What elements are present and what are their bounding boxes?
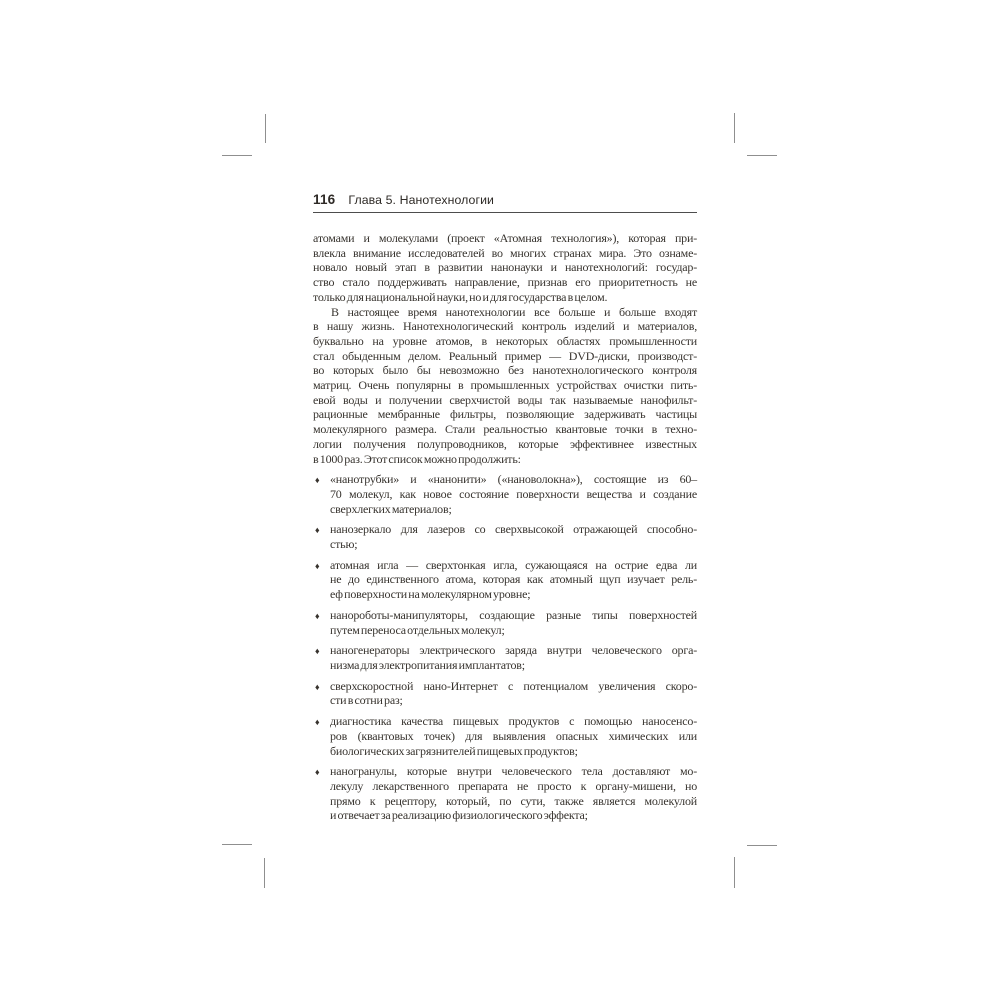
page-column [313, 192, 697, 823]
diamond-bullet-icon: ♦ [315, 717, 320, 728]
diamond-bullet-icon: ♦ [315, 475, 320, 486]
crop-mark-bottom-left-vertical [264, 858, 265, 888]
crop-mark-top-left-horizontal [222, 155, 252, 156]
list-item [313, 764, 697, 823]
text-line: не до единственного атома, которая как атомный щуп изучает рель- [330, 572, 697, 587]
text-line: евой воды и получении сверхчистой воды так называемые нанофильт- [313, 392, 697, 407]
text-line: в нашу жизнь. Нанотехнологический контроль изделий и материалов, [313, 319, 697, 334]
list-item [313, 679, 697, 708]
crop-mark-top-right-horizontal [747, 155, 777, 156]
diamond-bullet-icon: ♦ [315, 525, 320, 536]
text-line: стал обыденным делом. Реальный пример — DVD-диски, производст- [313, 348, 697, 363]
text-line: ство стало поддерживать направление, признав его приоритетность не [313, 275, 697, 290]
text-line: атомная игла — сверхтонкая игла, сужающаяся на острие едва ли [330, 557, 697, 572]
crop-mark-bottom-right-horizontal [747, 845, 777, 846]
text-line: нанороботы-манипуляторы, создающие разные типы поверхностей [330, 607, 697, 622]
diamond-bullet-icon: ♦ [315, 646, 320, 657]
text-line: сверхскоростной нано-Интернет с потенциалом увеличения скоро- [330, 678, 697, 693]
text-line: буквально на уровне атомов, в некоторых областях промышленности [313, 333, 697, 348]
list-item [313, 472, 697, 516]
diamond-bullet-icon: ♦ [315, 681, 320, 692]
text-line: биологических загрязнителей пищевых продуктов; [330, 743, 578, 758]
nano-applications-list [313, 472, 697, 823]
body-paragraph-2 [313, 305, 697, 467]
list-item [313, 608, 697, 637]
text-line: лекулу лекарственного препарата не просто к органу-мишени, но [330, 778, 697, 793]
text-line: нанозеркало для лазеров со сверхвысокой отражающей способно- [330, 522, 697, 537]
chapter-title: Глава 5. Нанотехнологии [348, 193, 495, 207]
text-line: влекла внимание исследователей во многих странах мира. Это ознаме- [313, 245, 697, 260]
text-line: низма для электропитания имплантатов; [330, 657, 525, 672]
text-line: прямо к рецептору, который, по сути, также является молекулой [330, 793, 697, 808]
text-line: диагностика качества пищевых продуктов с помощью наносенсо- [330, 714, 697, 729]
list-item [313, 522, 697, 551]
page-number: 116 [313, 192, 336, 207]
text-line: еф поверхности на молекулярном уровне; [330, 587, 531, 602]
text-line: наногранулы, которые внутри человеческого тела доставляют мо- [330, 764, 697, 779]
text-line: и отвечает за реализацию физиологического эффекта; [330, 808, 588, 823]
diamond-bullet-icon: ♦ [315, 610, 320, 621]
text-line: наногенераторы электрического заряда внутри человеческого орга- [330, 643, 697, 658]
text-line: сверхлегких материалов; [330, 501, 452, 516]
list-item [313, 643, 697, 672]
running-head [313, 192, 697, 213]
diamond-bullet-icon: ♦ [315, 560, 320, 571]
text-line: новало новый этап в развитии нанонауки и нанотехнологий: государ- [313, 260, 697, 275]
text-line: В настоящее время нанотехнологии все больше и больше входят [331, 304, 697, 319]
list-item [313, 558, 697, 602]
text-line: в 1000 раз. Этот список можно продолжить: [313, 451, 521, 466]
text-line: атомами и молекулами (проект «Атомная технология»), которая при- [313, 231, 697, 245]
text-line: молекулярного размера. Стали реальностью квантовые точки в техно- [313, 422, 697, 437]
page-body [313, 231, 697, 823]
list-item [313, 714, 697, 758]
text-line: путем переноса отдельных молекул; [330, 622, 505, 637]
text-line: сти в сотни раз; [330, 693, 403, 708]
crop-mark-top-left-vertical [265, 114, 266, 143]
text-line: логии получения полупроводников, которые эффективнее известных [313, 436, 697, 451]
text-line: во которых было бы невозможно без нанотехнологического контроля [313, 363, 697, 378]
diamond-bullet-icon: ♦ [315, 767, 320, 778]
crop-mark-top-right-vertical [734, 113, 735, 143]
crop-mark-bottom-right-vertical [734, 857, 735, 888]
text-line: ров (квантовых точек) для выявления опасных химических или [330, 728, 697, 743]
text-line: только для национальной науки, но и для государства в целом. [313, 289, 608, 304]
text-line: «нанотрубки» и «нанонити» («нановолокна»), состоящие из 60– [330, 472, 697, 487]
text-line: 70 молекул, как новое состояние поверхности вещества и создание [330, 486, 697, 501]
body-paragraph-1 [313, 231, 697, 305]
text-line: рационные мембранные фильтры, позволяющие задерживать частицы [313, 407, 697, 422]
crop-mark-bottom-left-horizontal [222, 844, 252, 845]
text-line: матриц. Очень популярны в промышленных устройствах очистки пить- [313, 378, 697, 393]
text-line: стью; [330, 537, 358, 552]
